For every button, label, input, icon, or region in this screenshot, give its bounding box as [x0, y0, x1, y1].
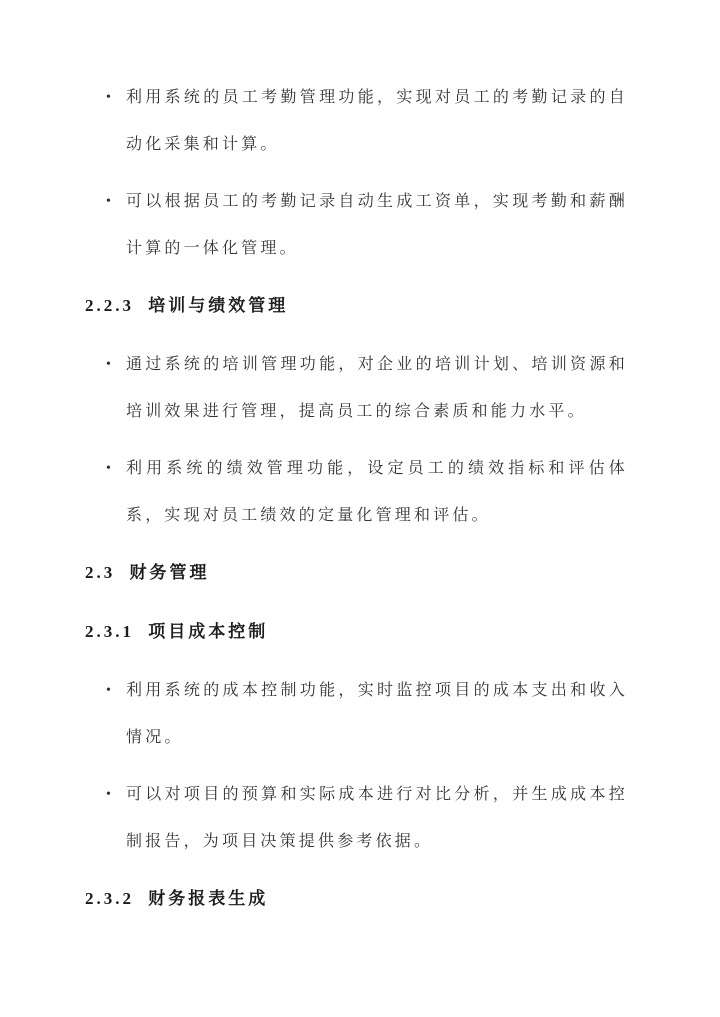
bullet-icon: •: [106, 357, 111, 372]
section-heading-2-3-1: 2.3.1 项目成本控制: [85, 622, 269, 641]
list-item-attendance-collection: [106, 74, 632, 168]
list-item-performance-management: [106, 445, 632, 539]
section-heading-2-2-3: 2.2.3 培训与绩效管理: [85, 296, 289, 315]
bullet-icon: •: [106, 90, 111, 105]
list-item-budget-comparison: [106, 771, 632, 865]
list-item-text: 利用系统的员工考勤管理功能，实现对员工的考勤记录的自动化采集和计算。: [126, 89, 628, 153]
section-heading-2-3: 2.3 财务管理: [85, 563, 210, 582]
bullet-icon: •: [106, 683, 111, 698]
list-item-text: 可以根据员工的考勤记录自动生成工资单，实现考勤和薪酬计算的一体化管理。: [126, 193, 628, 257]
bullet-icon: •: [106, 787, 111, 802]
list-item-text: 利用系统的绩效管理功能，设定员工的绩效指标和评估体系，实现对员工绩效的定量化管理和评估。: [126, 460, 628, 524]
list-item-training-management: [106, 341, 632, 435]
bullet-icon: •: [106, 461, 111, 476]
list-item-text: 利用系统的成本控制功能，实时监控项目的成本支出和收入情况。: [126, 682, 628, 746]
list-item-cost-monitoring: [106, 667, 632, 761]
list-item-text: 可以对项目的预算和实际成本进行对比分析，并生成成本控制报告，为项目决策提供参考依据。: [126, 786, 628, 850]
bullet-icon: •: [106, 194, 111, 209]
list-item-payroll-generation: [106, 178, 632, 272]
section-heading-2-3-2: 2.3.2 财务报表生成: [85, 889, 269, 908]
list-item-text: 通过系统的培训管理功能，对企业的培训计划、培训资源和培训效果进行管理，提高员工的综合素质和能力水平。: [126, 356, 628, 420]
